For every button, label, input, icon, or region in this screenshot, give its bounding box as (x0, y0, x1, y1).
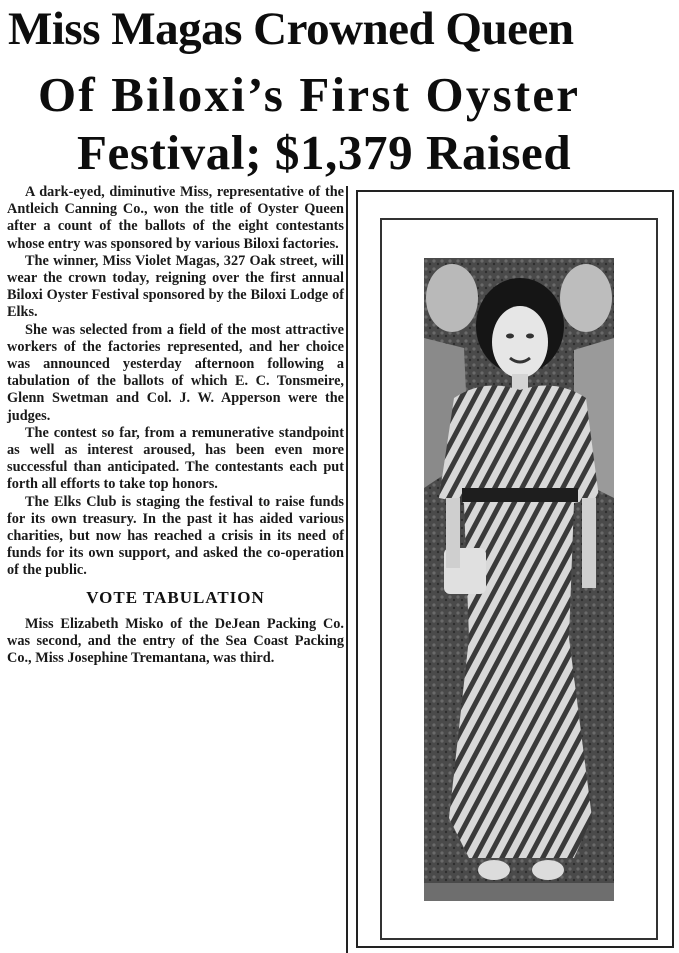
article-paragraph: The Elks Club is staging the festival to raise funds for its own treasury. In the past it has aided various charities, but now has reached a crisis in its need of funds for its own support, and asked the co-operation of the public. (7, 493, 344, 579)
article-paragraph: She was selected from a field of the most attractive workers of the factories represented, and her choice was announced yesterday afternoon following a tabulation of the ballots of which E. C. Tonsmeire, Glenn Swetman and Col. J. W. Apperson were the judges. (7, 321, 344, 424)
article-paragraph: A dark-eyed, diminutive Miss, representative of the Antleich Canning Co., won the title of Oyster Queen after a count of the ballots of the eight contestants whose entry was sponsored by various Biloxi factories. (7, 184, 344, 252)
headline-line-3: Festival; $1,379 Raised (77, 125, 572, 180)
article-body (7, 184, 344, 667)
article-paragraph: The contest so far, from a remunerative standpoint as well as interest aroused, has been even more successful than anticipated. The contestants each put forth all efforts to take top honors. (7, 424, 344, 493)
headline-line-1: Miss Magas Crowned Queen (8, 3, 574, 55)
article-paragraph: The winner, Miss Violet Magas, 327 Oak street, will wear the crown today, reigning over the first annual Biloxi Oyster Festival sponsored by the Biloxi Lodge of Elks. (7, 252, 344, 321)
portrait-photo-icon (424, 258, 614, 901)
column-rule (346, 186, 348, 953)
headline-line-2: Of Biloxi’s First Oyster (38, 67, 581, 122)
headline (0, 0, 679, 182)
article-paragraph: Miss Elizabeth Misko of the DeJean Packing Co. was second, and the entry of the Sea Coast Packing Co., Miss Josephine Tremantana, was third. (7, 615, 344, 667)
section-subhead: VOTE TABULATION (86, 587, 265, 607)
